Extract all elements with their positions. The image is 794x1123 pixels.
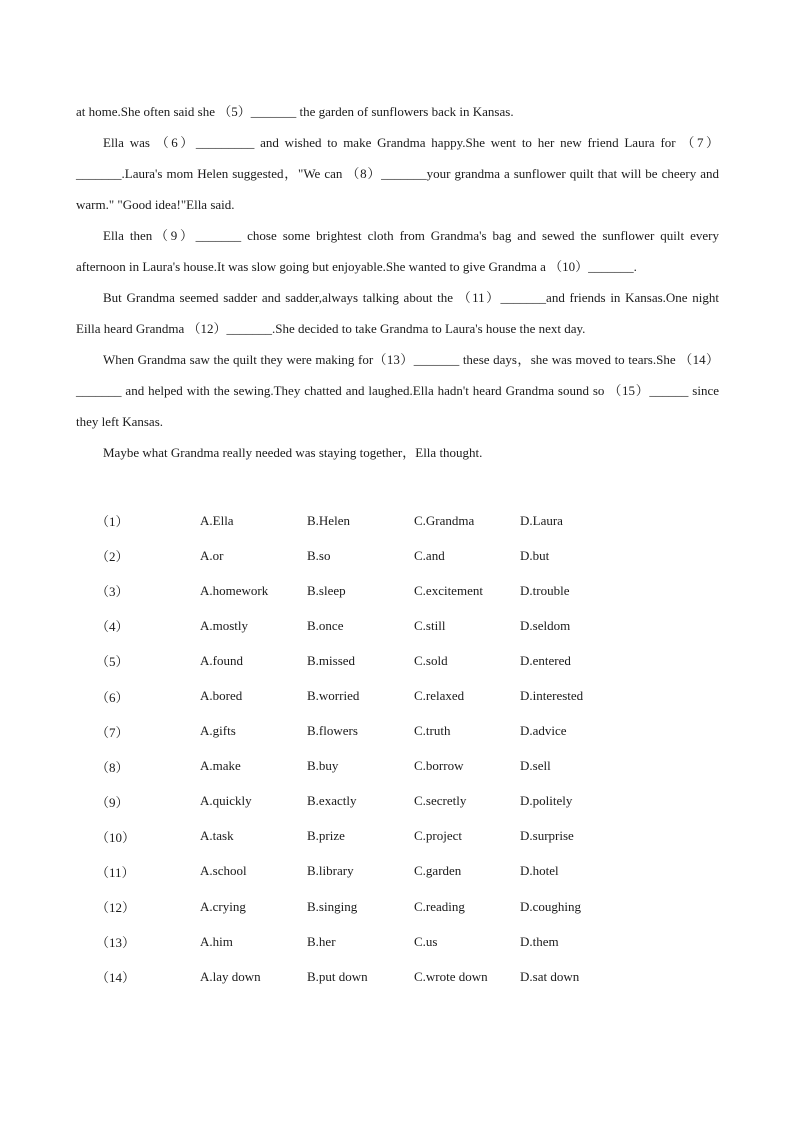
option-b: B.missed <box>307 652 356 668</box>
option-d: D.Laura <box>520 512 563 528</box>
option-row <box>96 643 610 678</box>
option-row <box>96 854 610 889</box>
option-c: C.sold <box>414 652 448 668</box>
option-b: B.Helen <box>307 512 350 528</box>
option-b: B.buy <box>307 758 339 774</box>
option-c: C.wrote down <box>414 968 488 984</box>
question-number: （1） <box>96 514 129 530</box>
option-d: D.sat down <box>520 968 580 984</box>
option-a: A.task <box>200 828 234 844</box>
option-d: D.but <box>520 547 550 563</box>
option-d: D.hotel <box>520 863 559 879</box>
question-number: （5） <box>96 654 129 670</box>
option-a: A.found <box>200 652 243 668</box>
question-number: （6） <box>96 689 129 705</box>
option-a: A.Ella <box>200 512 234 528</box>
option-row <box>96 924 610 959</box>
option-a: A.crying <box>200 898 246 914</box>
question-number: （12） <box>96 900 136 916</box>
option-a: A.him <box>200 933 233 949</box>
option-c: C.and <box>414 547 445 563</box>
option-a: A.bored <box>200 688 243 704</box>
question-number: （9） <box>96 794 129 810</box>
option-c: C.truth <box>414 723 451 739</box>
question-number: （8） <box>96 759 129 775</box>
option-row <box>96 678 610 713</box>
option-row <box>96 714 610 749</box>
option-c: C.reading <box>414 898 465 914</box>
option-a: A.lay down <box>200 968 261 984</box>
passage-paragraph: Ella then（9）_______ chose some brightest cloth from Grandma's bag and sewed the sunflower quilt every afternoon in Laura's house.It was slow going but enjoyable.She wanted to give Grandma a （10）_______. <box>76 228 719 274</box>
option-d: D.sell <box>520 758 551 774</box>
option-b: B.exactly <box>307 793 357 809</box>
option-c: C.still <box>414 617 446 633</box>
option-d: D.entered <box>520 652 571 668</box>
option-a: A.school <box>200 863 247 879</box>
option-d: D.trouble <box>520 582 570 598</box>
passage-paragraph: When Grandma saw the quilt they were making for（13）_______ these days，she was moved to tears.She （14）_______ and helped with the sewing.They chatted and laughed.Ella hadn't heard Grandma sound so （15）______ since they left Kansas. <box>76 352 719 429</box>
question-number: （10） <box>96 829 136 845</box>
question-number: （13） <box>96 935 136 951</box>
option-row <box>96 959 610 994</box>
question-number: （4） <box>96 619 129 635</box>
option-c: C.Grandma <box>414 512 475 528</box>
option-row <box>96 608 610 643</box>
option-d: D.seldom <box>520 617 571 633</box>
option-c: C.borrow <box>414 758 464 774</box>
passage-paragraph: But Grandma seemed sadder and sadder,always talking about the （11）_______and friends in Kansas.One night Eilla heard Grandma （12）_______.She decided to take Grandma to Laura's house the next day. <box>76 290 719 336</box>
option-b: B.singing <box>307 898 358 914</box>
question-number: （2） <box>96 549 129 565</box>
option-b: B.worried <box>307 688 360 704</box>
passage <box>76 96 719 468</box>
option-row <box>96 889 610 924</box>
option-row <box>96 503 610 538</box>
question-number: （11） <box>96 864 135 880</box>
option-b: B.flowers <box>307 723 358 739</box>
option-d: D.coughing <box>520 898 582 914</box>
passage-paragraph: at home.She often said she （5）_______ the garden of sunflowers back in Kansas. <box>76 104 514 119</box>
option-a: A.or <box>200 547 224 563</box>
option-c: C.project <box>414 828 463 844</box>
question-number: （14） <box>96 970 136 986</box>
option-d: D.politely <box>520 793 573 809</box>
option-b: B.prize <box>307 828 345 844</box>
option-b: B.so <box>307 547 331 563</box>
question-number: （3） <box>96 584 129 600</box>
option-c: C.us <box>414 933 438 949</box>
option-b: B.once <box>307 617 344 633</box>
option-a: A.mostly <box>200 617 249 633</box>
option-b: B.put down <box>307 968 368 984</box>
option-row <box>96 784 610 819</box>
option-b: B.sleep <box>307 582 346 598</box>
option-b: B.library <box>307 863 354 879</box>
option-row <box>96 749 610 784</box>
option-d: D.interested <box>520 688 584 704</box>
option-c: C.garden <box>414 863 462 879</box>
option-row <box>96 538 610 573</box>
option-d: D.surprise <box>520 828 574 844</box>
option-d: D.them <box>520 933 559 949</box>
option-d: D.advice <box>520 723 567 739</box>
option-a: A.gifts <box>200 723 236 739</box>
option-c: C.relaxed <box>414 688 465 704</box>
passage-paragraph: Ella was （6）_________ and wished to make Grandma happy.She went to her new friend Laura for （7）_______.Laura's mom Helen suggested，"We can （8）_______your grandma a sunflower quilt that will be cheery and warm." "Good idea!"Ella said. <box>76 135 719 212</box>
option-a: A.homework <box>200 582 269 598</box>
option-c: C.secretly <box>414 793 467 809</box>
passage-paragraph: Maybe what Grandma really needed was staying together，Ella thought. <box>103 445 483 460</box>
option-row <box>96 573 610 608</box>
question-number: （7） <box>96 724 129 740</box>
option-c: C.excitement <box>414 582 483 598</box>
option-row <box>96 819 610 854</box>
option-a: A.quickly <box>200 793 252 809</box>
option-a: A.make <box>200 758 241 774</box>
option-b: B.her <box>307 933 336 949</box>
options-table <box>96 503 610 994</box>
